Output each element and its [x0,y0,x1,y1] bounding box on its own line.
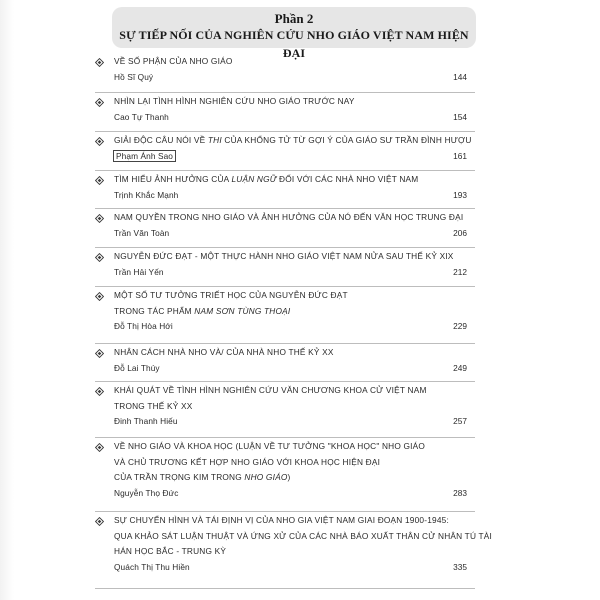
entry-author: Đinh Thanh Hiếu [114,416,178,426]
entry-page-number: 335 [453,561,467,572]
part-label: Phần 2 [274,11,314,26]
diamond-bullet-icon [95,387,104,396]
entry-author-row [95,319,475,334]
entry-title-line: NHÌN LẠI TÌNH HÌNH NGHIÊN CỨU NHO GIÁO TRƯỚC NAY [114,96,355,106]
entry-title-line: NGUYỄN ĐỨC ĐẠT - MỘT THỰC HÀNH NHO GIÁO VIỆT NAM NỬA SAU THẾ KỶ XIX [114,251,454,261]
entry-title-line: VỀ SỐ PHẬN CỦA NHO GIÁO [114,56,233,66]
entry-title-line: TÌM HIỂU ẢNH HƯỞNG CỦA LUẬN NGỮ ĐỐI VỚI CÁC NHÀ NHO VIỆT NAM [114,174,419,184]
diamond-bullet-icon [95,443,104,452]
entry-page-number: 229 [453,321,467,331]
entry-title-line: TRONG TÁC PHẨM NAM SƠN TÙNG THOẠI [114,305,291,316]
diamond-bullet-icon [95,176,104,185]
diamond-bullet-icon [95,517,104,526]
entry-author: Cao Tự Thanh [114,111,169,122]
part-title: SỰ TIẾP NỐI CỦA NGHIÊN CỨU NHO GIÁO VIỆT NAM HIỆN ĐẠI [119,28,469,60]
entry-author-row [95,110,475,125]
entry-title-line: QUA KHẢO SÁT LUẬN THUẬT VÀ ỨNG XỬ CỦA CÁC NHÀ BÁO XUẤT THÂN CỬ NHÂN TÚ TÀI [114,530,492,541]
toc-entry [95,54,475,93]
entry-title-line: GIẢI ĐỘC CÂU NÓI VỀ THI CỦA KHỔNG TỬ TỪ GỢI Ý CỦA GIÁO SƯ TRẦN ĐÌNH HƯỢU [114,135,472,145]
entry-title-line: CỦA TRẦN TRỌNG KIM TRONG NHO GIÁO) [114,472,291,482]
entry-author: Phạm Ánh Sao [116,150,174,161]
entry-page-number: 283 [453,487,467,498]
entry-page-number: 206 [453,227,467,238]
toc-entry [95,383,475,438]
entry-author-row [95,361,475,376]
entry-page-number: 257 [453,416,467,426]
entry-author: Nguyễn Thọ Đức [114,487,179,498]
diamond-bullet-icon [95,137,104,146]
toc-entry [95,513,492,589]
toc-entry [95,249,475,287]
entry-page-number: 249 [453,362,467,373]
diamond-bullet-icon [95,98,104,107]
part-header [112,7,476,60]
entry-title-line: SỰ CHUYỂN HÌNH VÀ TÁI ĐỊNH VỊ CỦA NHO GIA VIỆT NAM GIAI ĐOẠN 1900-1945: [114,515,449,525]
diamond-bullet-icon [95,58,104,67]
entry-title-line: VÀ CHỦ TRƯƠNG KẾT HỢP NHO GIÁO VỚI KHOA HỌC HIỆN ĐẠI [114,456,381,467]
entry-author-row [95,265,475,280]
diamond-bullet-icon [95,349,104,358]
entry-title-line: VỀ NHO GIÁO VÀ KHOA HỌC (LUẬN VỀ TƯ TƯỞNG "KHOA HỌC" NHO GIÁO [114,441,426,451]
toc-entry [95,133,475,171]
entry-author: Trịnh Khắc Mạnh [114,189,179,200]
toc-entry [95,210,475,248]
entry-title-line: NHÂN CÁCH NHÀ NHO VÀ/ CỦA NHÀ NHO THẾ KỶ XX [114,347,334,357]
entry-page-number: 154 [453,111,467,122]
entry-author-row [95,560,475,575]
entry-page-number: 212 [453,266,467,277]
toc-entry [95,94,475,132]
entry-author: Đỗ Lai Thúy [114,362,160,373]
entry-author: Quách Thị Thu Hiền [114,561,190,572]
diamond-bullet-icon [95,214,104,223]
entry-title-line: KHÁI QUÁT VỀ TÌNH HÌNH NGHIÊN CỨU VĂN CHƯƠNG KHOA CỬ VIỆT NAM [114,385,427,395]
entry-author-row [95,70,475,85]
entry-author-row [95,188,475,203]
diamond-bullet-icon [95,292,104,301]
entry-author: Hồ Sĩ Quý [114,71,154,82]
entry-page-number: 144 [453,71,467,82]
toc-entry [95,345,475,382]
toc-entry [95,172,475,209]
entry-author-row [95,414,475,429]
entry-author: Đỗ Thị Hòa Hới [114,321,173,331]
entry-title-line: NAM QUYỀN TRONG NHO GIÁO VÀ ẢNH HƯỞNG CỦA NÓ ĐẾN VĂN HỌC TRUNG ĐẠI [114,212,464,222]
entry-title-line: MỘT SỐ TƯ TƯỞNG TRIẾT HỌC CỦA NGUYỄN ĐỨC ĐẠT [114,290,348,300]
entry-page-number: 193 [453,189,467,200]
entry-author: Trần Văn Toàn [114,227,170,238]
entry-title-line: TRONG THẾ KỶ XX [114,400,193,411]
entry-title-line: HÁN HỌC BẮC - TRUNG KỲ [114,546,227,556]
entry-author-row [95,149,475,164]
entry-author: Trần Hải Yến [114,266,164,277]
entry-author-row [95,226,475,241]
toc-entry [95,288,475,344]
entry-author-row [95,486,475,501]
toc-entry [95,439,475,512]
diamond-bullet-icon [95,253,104,262]
entry-page-number: 161 [453,150,467,161]
